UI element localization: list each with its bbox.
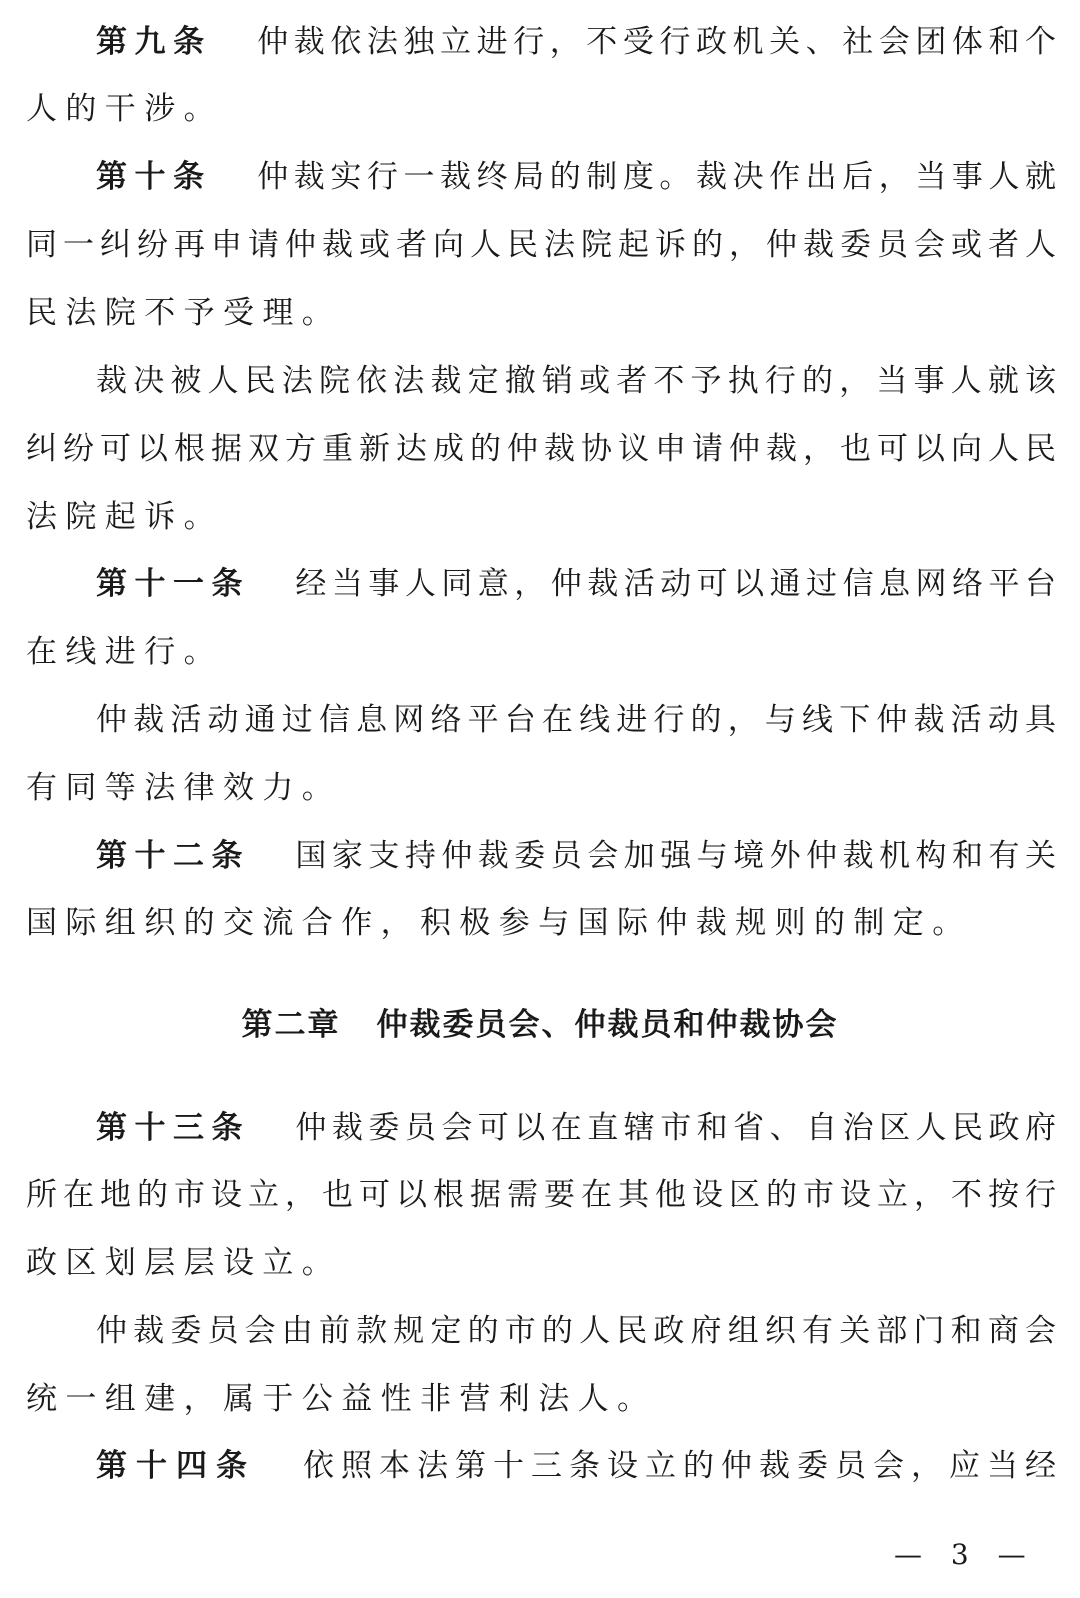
article-label: 第十二条 (96, 838, 250, 874)
article-10-line-3: 民法院不予受理。 (26, 295, 342, 331)
article-13-line-2: 所在地的市设立，也可以根据需要在其他设区的市设立，不按行 (26, 1177, 1056, 1213)
article-text: 国家支持仲裁委员会加强与境外仲裁机构和有关 (289, 838, 1056, 874)
article-11-para-2-line-2: 有同等法律效力。 (26, 770, 342, 806)
article-13-line-3: 政区划层层设立。 (26, 1245, 342, 1281)
article-text: 仲裁实行一裁终局的制度。裁决作出后，当事人就 (251, 159, 1057, 195)
article-10-line-2: 同一纠纷再申请仲裁或者向人民法院起诉的，仲裁委员会或者人 (26, 227, 1056, 263)
article-13-line-1 (26, 1104, 1056, 1152)
page-number: — 3 — (894, 1538, 1036, 1571)
article-14-line-1 (26, 1442, 1056, 1490)
chapter-heading (0, 1000, 1080, 1050)
article-text: 经当事人同意，仲裁活动可以通过信息网络平台 (289, 566, 1056, 602)
article-text: 仲裁委员会可以在直辖市和省、自治区人民政府 (289, 1110, 1056, 1146)
article-13-para-2-line-1: 仲裁委员会由前款规定的市的人民政府组织有关部门和商会 (96, 1313, 1056, 1349)
article-10-para-2-line-3: 法院起诉。 (26, 499, 223, 535)
article-11-line-2: 在线进行。 (26, 634, 223, 670)
article-label: 第九条 (96, 24, 212, 60)
article-12-line-1 (26, 832, 1056, 880)
article-11-line-1 (26, 560, 1056, 608)
chapter-title: 仲裁委员会、仲裁员和仲裁协会 (376, 1007, 839, 1043)
article-9-line-1 (26, 18, 1056, 66)
article-13-para-2-line-2: 统一组建，属于公益性非营利法人。 (26, 1381, 657, 1417)
article-10-line-1 (26, 153, 1056, 201)
article-text: 仲裁依法独立进行，不受行政机关、社会团体和个 (251, 24, 1057, 60)
article-label: 第十四条 (96, 1448, 256, 1484)
article-11-para-2-line-1: 仲裁活动通过信息网络平台在线进行的，与线下仲裁活动具 (96, 702, 1056, 738)
article-text: 依照本法第十三条设立的仲裁委员会，应当经 (296, 1448, 1056, 1484)
article-label: 第十一条 (96, 566, 250, 602)
article-9-line-2: 人的干涉。 (26, 91, 223, 127)
article-label: 第十三条 (96, 1110, 250, 1146)
article-10-para-2-line-2: 纠纷可以根据双方重新达成的仲裁协议申请仲裁，也可以向人民 (26, 431, 1056, 467)
article-label: 第十条 (96, 159, 212, 195)
chapter-number: 第二章 (241, 1007, 341, 1043)
article-12-line-2: 国际组织的交流合作，积极参与国际仲裁规则的制定。 (26, 905, 972, 941)
article-10-para-2-line-1: 裁决被人民法院依法裁定撤销或者不予执行的，当事人就该 (96, 363, 1056, 399)
